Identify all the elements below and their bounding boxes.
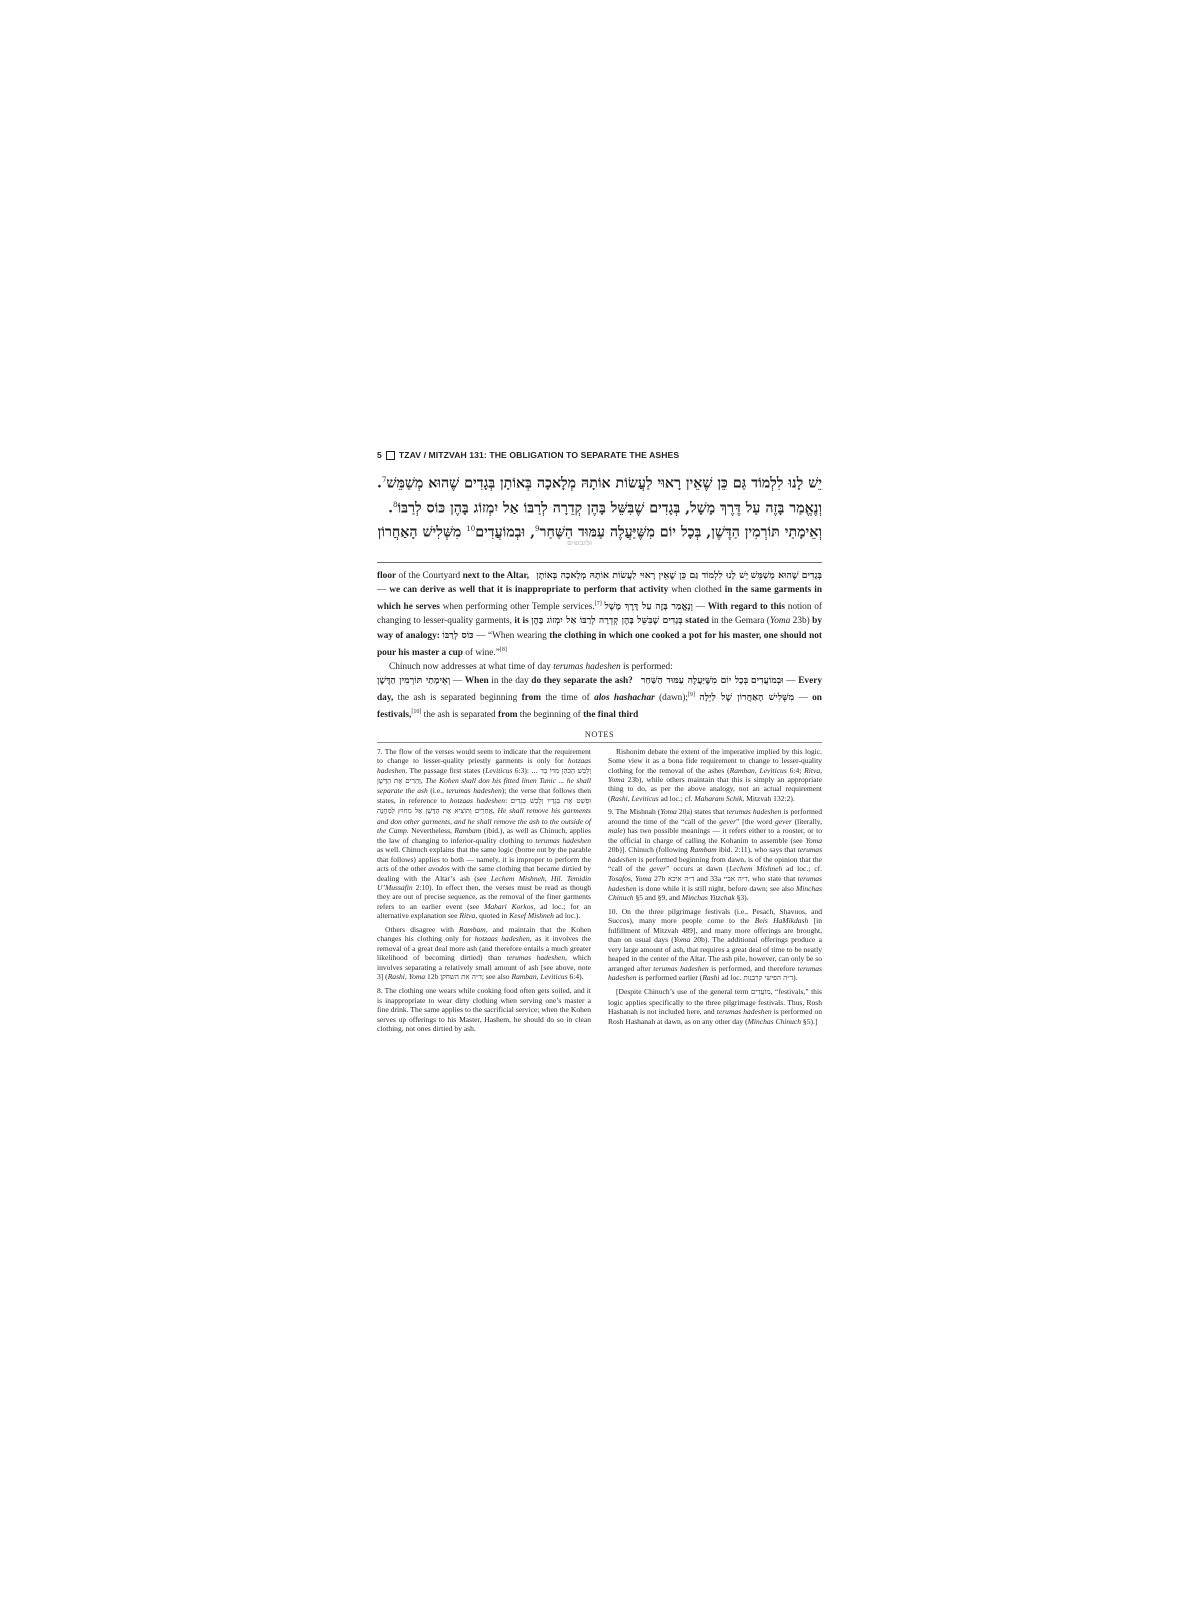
note-9: 9. The Mishnah (Yoma 20a) states that terumas hadeshen is performed around the time of the “call of the gever” [the word gever (literally, male) has two possible meanings — it refers either to a rooster, or to the official in charge of calling the Kohanim to assemble (see Yoma 20b)]. Chinuch (following Rambam ibid. 2:11), who says that terumas hadeshen is performed beginning from dawn, is of the opinion that the “call of the gever” occurs at dawn (Lechem Mishneh ad loc.; cf. Tosafos, Yoma 27b ד״ה איכא and 33a ד״ה אביי, who state that terumas hadeshen is done while it is still night, before dawn; see also Minchas Chinuch §5 and §9, and Minchas Yitzchak §3). xyxy=(608,807,823,903)
faint-mark: ולובשים xyxy=(567,540,593,548)
notes-column-left xyxy=(377,747,591,1038)
hebrew-line-3c: מִשְּׁלִישׁ הָאַחֲרוֹן xyxy=(377,525,462,542)
book-page xyxy=(377,448,822,1038)
notes-columns xyxy=(377,747,822,1038)
note-10: 10. On the three pilgrimage festivals (i.e., Pesach, Shavuos, and Succos), many more people come to the Beis HaMikdash [in fulfillment of Mitzvah 489], and many more offerings are brought, than on usual days (Yoma 20b). The additional offerings produce a very large amount of ash, that requires a great deal of time to be neatly heaped in the center of the Altar. The ash pile, however, can only be so arranged after terumas hadeshen is performed, and therefore terumas hadeshen is performed earlier (Rashi ad loc. ד״ה הפישי קרבנות). xyxy=(608,906,822,983)
hebrew-line-3a: וְאֵימָתַי תּוֹרְמִין הַדֶּשֶׁן, בְּכָל יוֹם מִשֶּׁיַּעֲלֶה עַמּוּד הַשַּׁחַר xyxy=(539,525,822,542)
notes-divider xyxy=(377,742,822,743)
hebrew-source-text xyxy=(377,470,822,548)
hebrew-line-1: יֵשׁ לָנוּ לִלְמוֹד גַּם כֵּן שֶׁאֵין רָאוּי לַעֲשׂוֹת אוֹתָהּ מְלָאכָה בְּאוֹתָן בְּגָדִים שֶׁהוּא מְשַׁמֵּשׁ xyxy=(386,475,822,492)
divider xyxy=(377,562,822,563)
hebrew-paragraph-2: וְאֵימָתַי תּוֹרְמִין הַדֶּשֶׁן, בְּכָל יוֹם מִשֶּׁיַּעֲלֶה עַמּוּד הַשַּׁחַר$^9$, וּבְמוֹעֲדִים$^{10}$ מִשְּׁלִישׁ הָאַחֲרוֹן xyxy=(377,525,822,542)
note-8-continued: Rishonim debate the extent of the imperative implied by this logic. Some view it as a bona fide requirement to change to lesser-quality clothing for the removal of the ashes (Ramban, Leviticus 6:4; Ritva, Yoma 23b), while others maintain that this is simply an appropriate thing to do, as per the above analogy, not an actual requirement (Rashi, Leviticus ad loc.; cf. Maharam Schik, Mitzvah 132:2). xyxy=(608,746,822,803)
page-number: 5 xyxy=(377,450,382,460)
elucidation-paragraph-3: וְאֵימָתַי תּוֹרְמִין הַדֶּשֶׁן — When in the day do they separate the ash? בְּכָל יוֹם מִשֶּׁיַּעֲלֶה עַמּוּד הַשַּׁחַר וּבְמוֹעֲדִים — Every day, the ash is separated beginning from the time of alos hashachar (dawn);[9] מִשְּׁלִישׁ הָאַחֲרוֹן שֶׁל לַיְלָה — on festivals,[10] the ash is separated from the beginning of the final third xyxy=(377,675,822,720)
note-10-continued: [Despite Chinuch’s use of the general term מוֹעֲדִים, “festivals,” this logic applies specifically to the three pilgrimage festivals. Thus, Rosh Hashanah is not included here, and terumas hadeshen is performed on Rosh Hashanah at dawn, as on any other day (Minchas Chinuch §5).] xyxy=(608,987,823,1026)
notes-heading: NOTES xyxy=(584,729,615,739)
hebrew-paragraph-1: יֵשׁ לָנוּ לִלְמוֹד גַּם כֵּן שֶׁאֵין רָאוּי לַעֲשׂוֹת אוֹתָהּ מְלָאכָה בְּאוֹתָן בְּגָדִים שֶׁהוּא מְשַׁמֵּשׁ$^7$. וְנֶאֱמַר בָּזֶה עַל דֶּרֶךְ מָשָׁל, בְּגָדִים שֶׁבִּשֵּׁל בָּהֶן קְדֵרָה לְרַבּוֹ אַל יִמְזוֹג בָּהֶן כּוֹס לְרַבּוֹ$^8$. xyxy=(377,475,822,517)
hebrew-line-2: וְנֶאֱמַר בָּזֶה עַל דֶּרֶךְ מָשָׁל, בְּגָדִים שֶׁבִּשֵּׁל בָּהֶן קְדֵרָה לְרַבּוֹ אַל יִמְזוֹג בָּהֶן כּוֹס לְרַבּוֹ xyxy=(397,500,822,517)
elucidation-paragraph-1: floor of the Courtyard next to the Altar, יֵשׁ לָנוּ לִלְמוֹד גַּם כֵּן שֶׁאֵין רָאוּי לַעֲשׂוֹת אוֹתָהּ מְלָאכָה בְּאוֹתָן בְּגָדִים שֶׁהוּא מְשַׁמֵּשׁ — we can derive as well that it is inappropriate to perform that activity when clothed in the same garments in which he serves when performing other Temple services.[7] וְנֶאֱמַר בָּזֶה עַל דֶּרֶךְ מָשָׁל — With regard to this notion of changing to lesser-quality garments, it is בְּגָדִים שֶׁבִּשֵּׁל בָּהֶן קְדֵרָה לְרַבּוֹ אַל יִמְזוֹג בָּהֶן stated in the Gemara (Yoma 23b) by way of analogy: כּוֹס לְרַבּוֹ — “When wearing the clothing in which one cooked a pot for his master, one should not pour his master a cup of wine.”[8] xyxy=(377,570,823,658)
notes-column-right xyxy=(608,747,822,1038)
elucidation-text xyxy=(377,569,822,722)
note-ref-8: 8 xyxy=(393,500,398,509)
note-8: 8. The clothing one wears while cooking food often gets soiled, and it is inappropriate to wear dirty clothing when serving one’s master a fine drink. The same applies to the sacrificial service; when the Kohen serves up offerings to his Master, Hashem, he should do so in clean clothing, not ones dirtied by ash. xyxy=(377,986,591,1034)
note-ref-10: 10 xyxy=(466,525,476,534)
note-7: 7. The flow of the verses would seem to indicate that the requirement to change to lesser-quality priestly garments is only for hotzaas hadeshen. The passage first states (Leviticus 6:3): וְלָבַשׁ הַכֹּהֵן מִדּוֹ בַד ... וְהֵרִים אֶת הַדֶּשֶׁן, The Kohen shall don his fitted linen Tunic ... he shall separate the ash (i.e., terumas hadeshen); the verse that follows then states, in reference to hotzaas hadeshen: וּפָשַׁט אֶת בְּגָדָיו וְלָבַשׁ בְּגָדִים אֲחֵרִים וְהוֹצִיא אֶת הַדֶּשֶׁן אֶל מִחוּץ לַמַּחֲנֶה, He shall remove his garments and don other garments, and he shall remove the ash to the outside of the Camp. Nevertheless, Rambam (ibid.), as well as Chinuch, applies the law of changing to inferior-quality clothing to terumas hadeshen as well. Chinuch explains that the same logic (borne out by the parable that follows) applies to both — namely, it is improper to perform the acts of the other avodos with the same clothing that became dirtied by dealing with the Altar’s ash (see Lechem Mishneh, Hil. Temidin U’Mussafin 2:10). In effect then, the verses must be read as though they are out of precise sequence, as the removal of the finer garments refers to an earlier event (see Mahari Korkos, ad loc.; for an alternative explanation see Ritva, quoted in Kesef Mishneh ad loc.). xyxy=(377,746,592,921)
hebrew-line-3b: וּבְמוֹעֲדִים xyxy=(475,525,526,542)
note-ref-7: 7 xyxy=(381,476,387,484)
running-head xyxy=(377,448,822,462)
box-ornament-icon xyxy=(386,451,395,460)
running-head-title: TZAV / MITZVAH 131: THE OBLIGATION TO SEPARATE THE ASHES xyxy=(398,450,680,460)
note-ref-9: 9 xyxy=(535,525,540,534)
note-7-continued: Others disagree with Rambam, and maintain that the Kohen changes his clothing only for hotzaas hadeshen, as it involves the removal of a great deal more ash (and therefore entails a much greater likelihood of becoming dirtied) than terumas hadeshen, which involves separating a relatively small amount of ash [see above, note 3] (Rashi, Yoma 12b ד״ה את השחקן; see also Ramban, Leviticus 6:4). xyxy=(377,924,591,982)
elucidation-paragraph-2: Chinuch now addresses at what time of day terumas hadeshen is performed: xyxy=(389,661,673,672)
